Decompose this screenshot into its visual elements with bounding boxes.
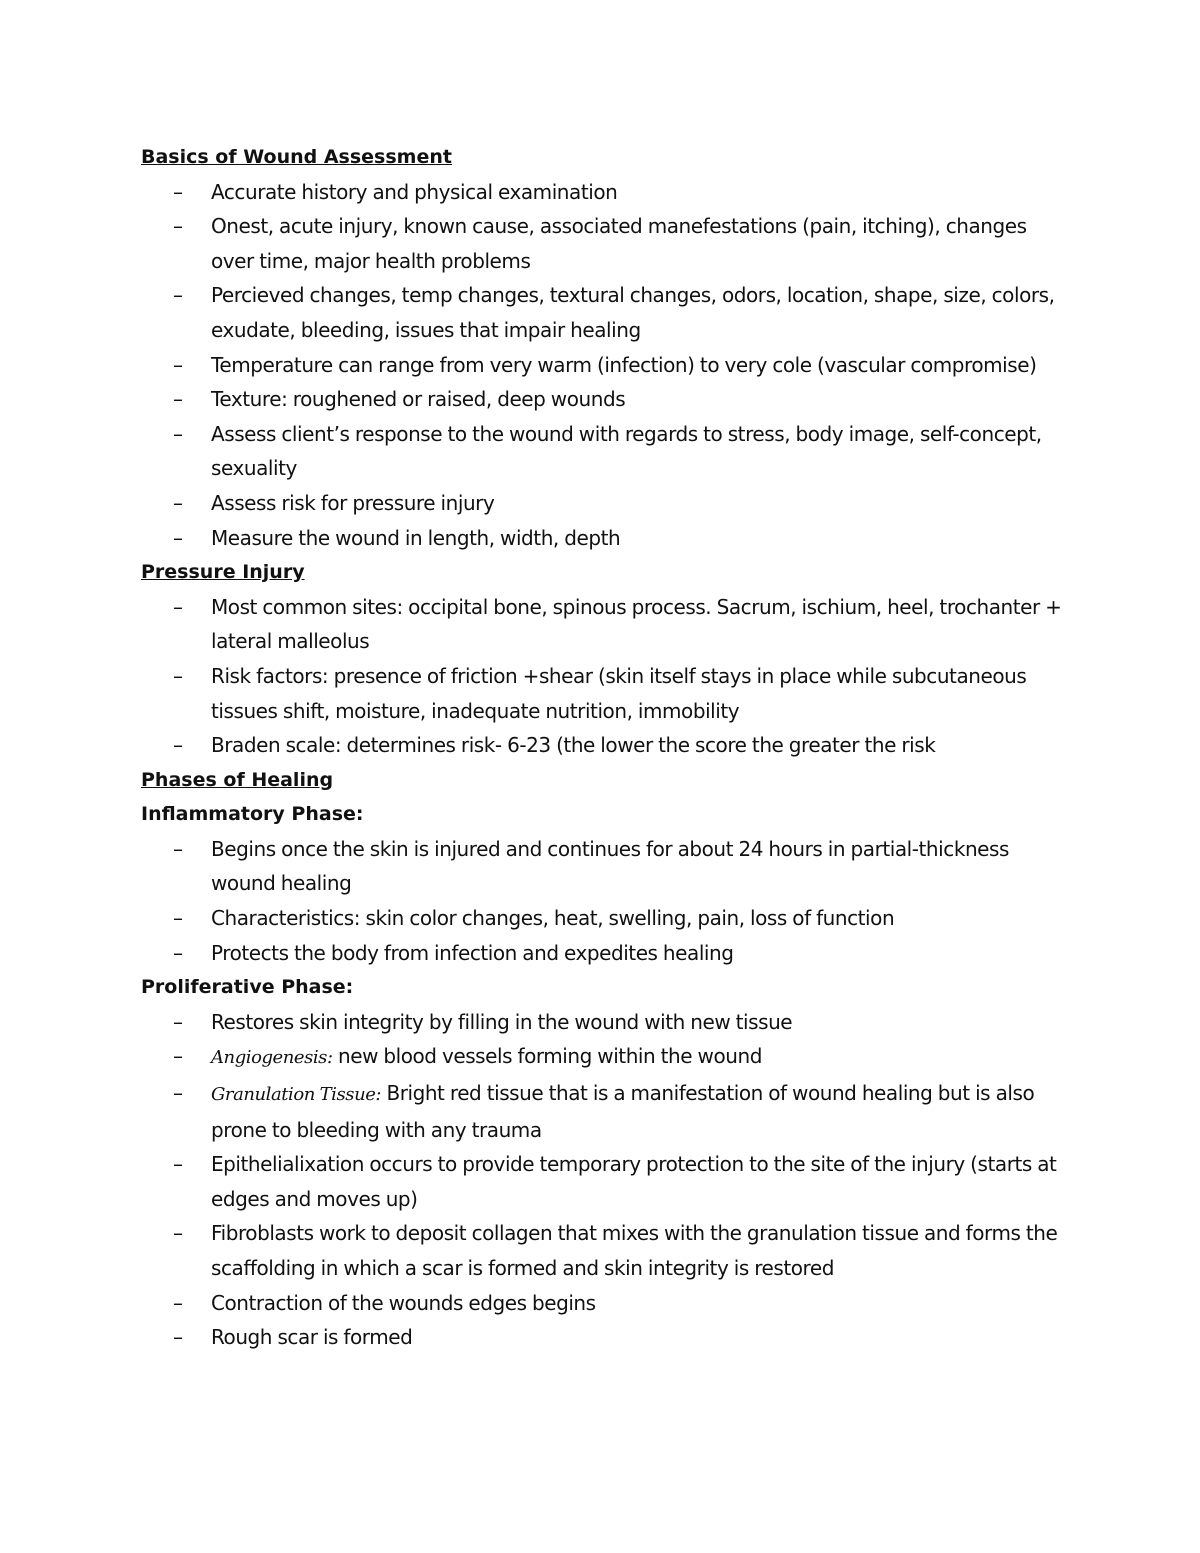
- list-item: – Temperature can range from very warm (infection) to very cole (vascular compromise): [141, 348, 1071, 383]
- bullet-dash: –: [173, 525, 183, 550]
- bullet-dash: –: [173, 490, 183, 515]
- section-heading-wound-assessment: Basics of Wound Assessment: [141, 146, 452, 168]
- list-item: – Characteristics: skin color changes, heat, swelling, pain, loss of function: [141, 901, 1071, 936]
- list-item: – Protects the body from infection and expedites healing: [141, 936, 1071, 971]
- bullet-dash: –: [173, 1044, 183, 1069]
- section-heading-phases-of-healing: Phases of Healing: [141, 768, 334, 791]
- list-item: – Accurate history and physical examination: [141, 175, 1071, 210]
- list-item: – Rough scar is formed: [141, 1320, 1071, 1355]
- bullet-dash: –: [173, 594, 183, 619]
- list-item: – Most common sites: occipital bone, spinous process. Sacrum, ischium, heel, trochanter + lateral malleolus: [141, 590, 1071, 659]
- document-page: [141, 140, 1071, 1355]
- pressure-injury-list: [141, 590, 1071, 763]
- bullet-dash: –: [173, 836, 183, 861]
- term-angiogenesis: Angiogenesis:: [211, 1047, 333, 1069]
- bullet-dash: –: [173, 1081, 183, 1106]
- list-item: – Granulation Tissue: Bright red tissue that is a manifestation of wound healing but is also prone to bleeding with any trauma: [141, 1076, 1071, 1147]
- bullet-dash: –: [173, 421, 183, 446]
- list-item: – Restores skin integrity by filling in the wound with new tissue: [141, 1005, 1071, 1040]
- bullet-dash: –: [173, 940, 183, 965]
- bullet-dash: –: [173, 1221, 183, 1246]
- bullet-dash: –: [173, 283, 183, 308]
- bullet-dash: –: [173, 733, 183, 758]
- bullet-dash: –: [173, 1009, 183, 1034]
- bullet-dash: –: [173, 214, 183, 239]
- term-granulation-tissue: Granulation Tissue:: [211, 1084, 382, 1106]
- bullet-dash: –: [173, 663, 183, 688]
- subheading-inflammatory-phase: Inflammatory Phase:: [141, 803, 364, 826]
- bullet-dash: –: [173, 352, 183, 377]
- bullet-dash: –: [173, 1290, 183, 1315]
- list-item: – Texture: roughened or raised, deep wounds: [141, 382, 1071, 417]
- bullet-dash: –: [173, 387, 183, 412]
- list-item: – Percieved changes, temp changes, textural changes, odors, location, shape, size, colors, exudate, bleeding, issues that impair healing: [141, 278, 1071, 347]
- bullet-dash: –: [173, 1152, 183, 1177]
- list-item: – Fibroblasts work to deposit collagen that mixes with the granulation tissue and forms the scaffolding in which a scar is formed and skin integrity is restored: [141, 1216, 1071, 1285]
- list-item: – Assess risk for pressure injury: [141, 486, 1071, 521]
- list-item: – Assess client’s response to the wound with regards to stress, body image, self-concept, sexuality: [141, 417, 1071, 486]
- list-item: – Measure the wound in length, width, depth: [141, 521, 1071, 556]
- list-item: – Risk factors: presence of friction +shear (skin itself stays in place while subcutaneous tissues shift, moisture, inadequate nutrition, immobility: [141, 659, 1071, 728]
- bullet-dash: –: [173, 906, 183, 931]
- list-item: – Braden scale: determines risk- 6-23 (the lower the score the greater the risk: [141, 728, 1071, 763]
- proliferative-phase-list: [141, 1005, 1071, 1355]
- subheading-proliferative-phase: Proliferative Phase:: [141, 976, 354, 999]
- list-item: – Begins once the skin is injured and continues for about 24 hours in partial-thickness wound healing: [141, 832, 1071, 901]
- section-heading-pressure-injury: Pressure Injury: [141, 561, 305, 584]
- list-item: – Epithelialixation occurs to provide temporary protection to the site of the injury (starts at edges and moves up): [141, 1147, 1071, 1216]
- wound-assessment-list: [141, 175, 1071, 556]
- list-item: – Angiogenesis: new blood vessels forming within the wound: [141, 1039, 1071, 1076]
- bullet-dash: –: [173, 179, 183, 204]
- list-item: – Onest, acute injury, known cause, associated manefestations (pain, itching), changes over time, major health problems: [141, 209, 1071, 278]
- bullet-dash: –: [173, 1325, 183, 1350]
- list-item: – Contraction of the wounds edges begins: [141, 1286, 1071, 1321]
- inflammatory-phase-list: [141, 832, 1071, 970]
